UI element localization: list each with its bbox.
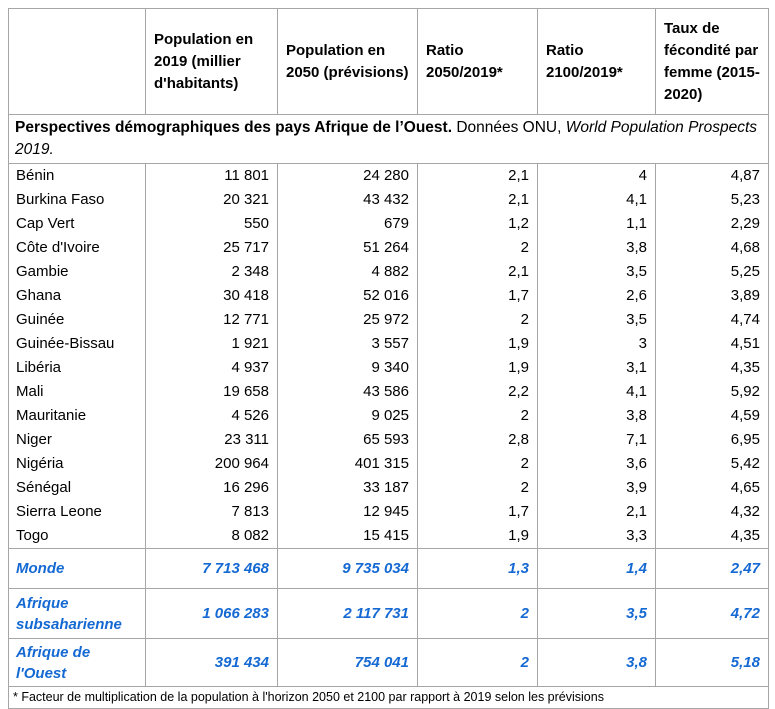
column-header-fertility: Taux de fécondité par femme (2015-2020) <box>656 9 769 115</box>
value-cell: 1,7 <box>418 500 538 524</box>
row-label: Libéria <box>9 356 146 380</box>
value-cell: 9 735 034 <box>278 549 418 589</box>
value-cell: 9 340 <box>278 356 418 380</box>
column-header-ratio2050: Ratio 2050/2019* <box>418 9 538 115</box>
value-cell: 2,8 <box>418 428 538 452</box>
value-cell: 4,59 <box>656 404 769 428</box>
value-cell: 4,51 <box>656 332 769 356</box>
value-cell: 7 813 <box>146 500 278 524</box>
value-cell: 2,1 <box>418 260 538 284</box>
value-cell: 5,25 <box>656 260 769 284</box>
value-cell: 2 <box>418 476 538 500</box>
value-cell: 19 658 <box>146 380 278 404</box>
row-label: Cap Vert <box>9 212 146 236</box>
value-cell: 33 187 <box>278 476 418 500</box>
value-cell: 3,8 <box>538 639 656 687</box>
value-cell: 65 593 <box>278 428 418 452</box>
row-label: Togo <box>9 524 146 549</box>
row-label: Ghana <box>9 284 146 308</box>
value-cell: 11 801 <box>146 164 278 189</box>
value-cell: 7 713 468 <box>146 549 278 589</box>
value-cell: 5,23 <box>656 188 769 212</box>
column-header-ratio2100: Ratio 2100/2019* <box>538 9 656 115</box>
row-label: Mauritanie <box>9 404 146 428</box>
value-cell: 4,35 <box>656 524 769 549</box>
value-cell: 4,65 <box>656 476 769 500</box>
value-cell: 3,1 <box>538 356 656 380</box>
column-header-pop2050: Population en 2050 (prévisions) <box>278 9 418 115</box>
value-cell: 15 415 <box>278 524 418 549</box>
country-row <box>9 212 769 236</box>
title-publication: World Population Prospects 2019. <box>15 119 757 158</box>
value-cell: 2,1 <box>538 500 656 524</box>
country-row <box>9 236 769 260</box>
value-cell: 4,72 <box>656 589 769 639</box>
value-cell: 25 972 <box>278 308 418 332</box>
value-cell: 3 <box>538 332 656 356</box>
value-cell: 1,7 <box>418 284 538 308</box>
value-cell: 8 082 <box>146 524 278 549</box>
value-cell: 24 280 <box>278 164 418 189</box>
country-row <box>9 164 769 189</box>
table-title <box>9 115 769 164</box>
aggregate-row <box>9 589 769 639</box>
row-label: Guinée <box>9 308 146 332</box>
value-cell: 679 <box>278 212 418 236</box>
value-cell: 391 434 <box>146 639 278 687</box>
value-cell: 2 <box>418 404 538 428</box>
value-cell: 2 <box>418 308 538 332</box>
country-row <box>9 476 769 500</box>
row-label: Nigéria <box>9 452 146 476</box>
value-cell: 2 <box>418 589 538 639</box>
value-cell: 2,6 <box>538 284 656 308</box>
country-row <box>9 524 769 549</box>
value-cell: 2 <box>418 236 538 260</box>
row-label: Côte d'Ivoire <box>9 236 146 260</box>
value-cell: 4,32 <box>656 500 769 524</box>
value-cell: 1,3 <box>418 549 538 589</box>
aggregate-rows <box>9 549 769 687</box>
value-cell: 2,47 <box>656 549 769 589</box>
value-cell: 401 315 <box>278 452 418 476</box>
value-cell: 6,95 <box>656 428 769 452</box>
value-cell: 4,87 <box>656 164 769 189</box>
value-cell: 7,1 <box>538 428 656 452</box>
row-label: Niger <box>9 428 146 452</box>
country-row <box>9 452 769 476</box>
value-cell: 3,5 <box>538 308 656 332</box>
value-cell: 2 <box>418 639 538 687</box>
value-cell: 1,9 <box>418 356 538 380</box>
value-cell: 3,89 <box>656 284 769 308</box>
value-cell: 2,1 <box>418 164 538 189</box>
value-cell: 4 <box>538 164 656 189</box>
value-cell: 2 348 <box>146 260 278 284</box>
value-cell: 3,8 <box>538 404 656 428</box>
row-label: Sénégal <box>9 476 146 500</box>
value-cell: 4,68 <box>656 236 769 260</box>
country-row <box>9 356 769 380</box>
value-cell: 4 882 <box>278 260 418 284</box>
value-cell: 1,9 <box>418 332 538 356</box>
value-cell: 754 041 <box>278 639 418 687</box>
value-cell: 2,2 <box>418 380 538 404</box>
title-source: Données ONU, <box>452 119 566 136</box>
table-title-row <box>9 115 769 164</box>
value-cell: 550 <box>146 212 278 236</box>
country-row <box>9 332 769 356</box>
value-cell: 43 586 <box>278 380 418 404</box>
country-row <box>9 260 769 284</box>
value-cell: 5,92 <box>656 380 769 404</box>
aggregate-row <box>9 639 769 687</box>
value-cell: 12 945 <box>278 500 418 524</box>
header-row <box>9 9 769 115</box>
row-label: Monde <box>9 549 146 589</box>
value-cell: 23 311 <box>146 428 278 452</box>
country-row <box>9 428 769 452</box>
corner-cell <box>9 9 146 115</box>
value-cell: 3,9 <box>538 476 656 500</box>
country-row <box>9 380 769 404</box>
row-label: Afrique subsaharienne <box>9 589 146 639</box>
value-cell: 43 432 <box>278 188 418 212</box>
footnote-text: * Facteur de multiplication de la population à l'horizon 2050 et 2100 par rapport à 2019 selon les prévisions <box>9 687 769 709</box>
value-cell: 25 717 <box>146 236 278 260</box>
row-label: Bénin <box>9 164 146 189</box>
title-main: Perspectives démographiques des pays Afrique de l’Ouest. <box>15 119 453 136</box>
value-cell: 1 921 <box>146 332 278 356</box>
value-cell: 200 964 <box>146 452 278 476</box>
column-header-pop2019: Population en 2019 (millier d'habitants) <box>146 9 278 115</box>
value-cell: 20 321 <box>146 188 278 212</box>
value-cell: 4 526 <box>146 404 278 428</box>
value-cell: 51 264 <box>278 236 418 260</box>
demographics-table <box>8 8 769 709</box>
value-cell: 52 016 <box>278 284 418 308</box>
value-cell: 4,35 <box>656 356 769 380</box>
value-cell: 3,6 <box>538 452 656 476</box>
value-cell: 2,29 <box>656 212 769 236</box>
value-cell: 1,1 <box>538 212 656 236</box>
country-row <box>9 308 769 332</box>
value-cell: 1 066 283 <box>146 589 278 639</box>
value-cell: 1,9 <box>418 524 538 549</box>
value-cell: 12 771 <box>146 308 278 332</box>
value-cell: 4,74 <box>656 308 769 332</box>
value-cell: 4,1 <box>538 188 656 212</box>
country-rows <box>9 164 769 549</box>
row-label: Afrique de l'Ouest <box>9 639 146 687</box>
value-cell: 2 117 731 <box>278 589 418 639</box>
value-cell: 3,5 <box>538 260 656 284</box>
table-header <box>9 9 769 115</box>
value-cell: 4,1 <box>538 380 656 404</box>
value-cell: 3,5 <box>538 589 656 639</box>
value-cell: 16 296 <box>146 476 278 500</box>
value-cell: 5,18 <box>656 639 769 687</box>
row-label: Mali <box>9 380 146 404</box>
value-cell: 3,8 <box>538 236 656 260</box>
footnote-row <box>9 687 769 709</box>
row-label: Gambie <box>9 260 146 284</box>
value-cell: 3 557 <box>278 332 418 356</box>
aggregate-row <box>9 549 769 589</box>
row-label: Guinée-Bissau <box>9 332 146 356</box>
country-row <box>9 188 769 212</box>
value-cell: 9 025 <box>278 404 418 428</box>
row-label: Burkina Faso <box>9 188 146 212</box>
country-row <box>9 500 769 524</box>
value-cell: 2,1 <box>418 188 538 212</box>
title-section <box>9 115 769 164</box>
value-cell: 1,4 <box>538 549 656 589</box>
value-cell: 1,2 <box>418 212 538 236</box>
country-row <box>9 404 769 428</box>
value-cell: 5,42 <box>656 452 769 476</box>
row-label: Sierra Leone <box>9 500 146 524</box>
country-row <box>9 284 769 308</box>
value-cell: 3,3 <box>538 524 656 549</box>
value-cell: 30 418 <box>146 284 278 308</box>
value-cell: 2 <box>418 452 538 476</box>
value-cell: 4 937 <box>146 356 278 380</box>
footnote-section <box>9 687 769 709</box>
